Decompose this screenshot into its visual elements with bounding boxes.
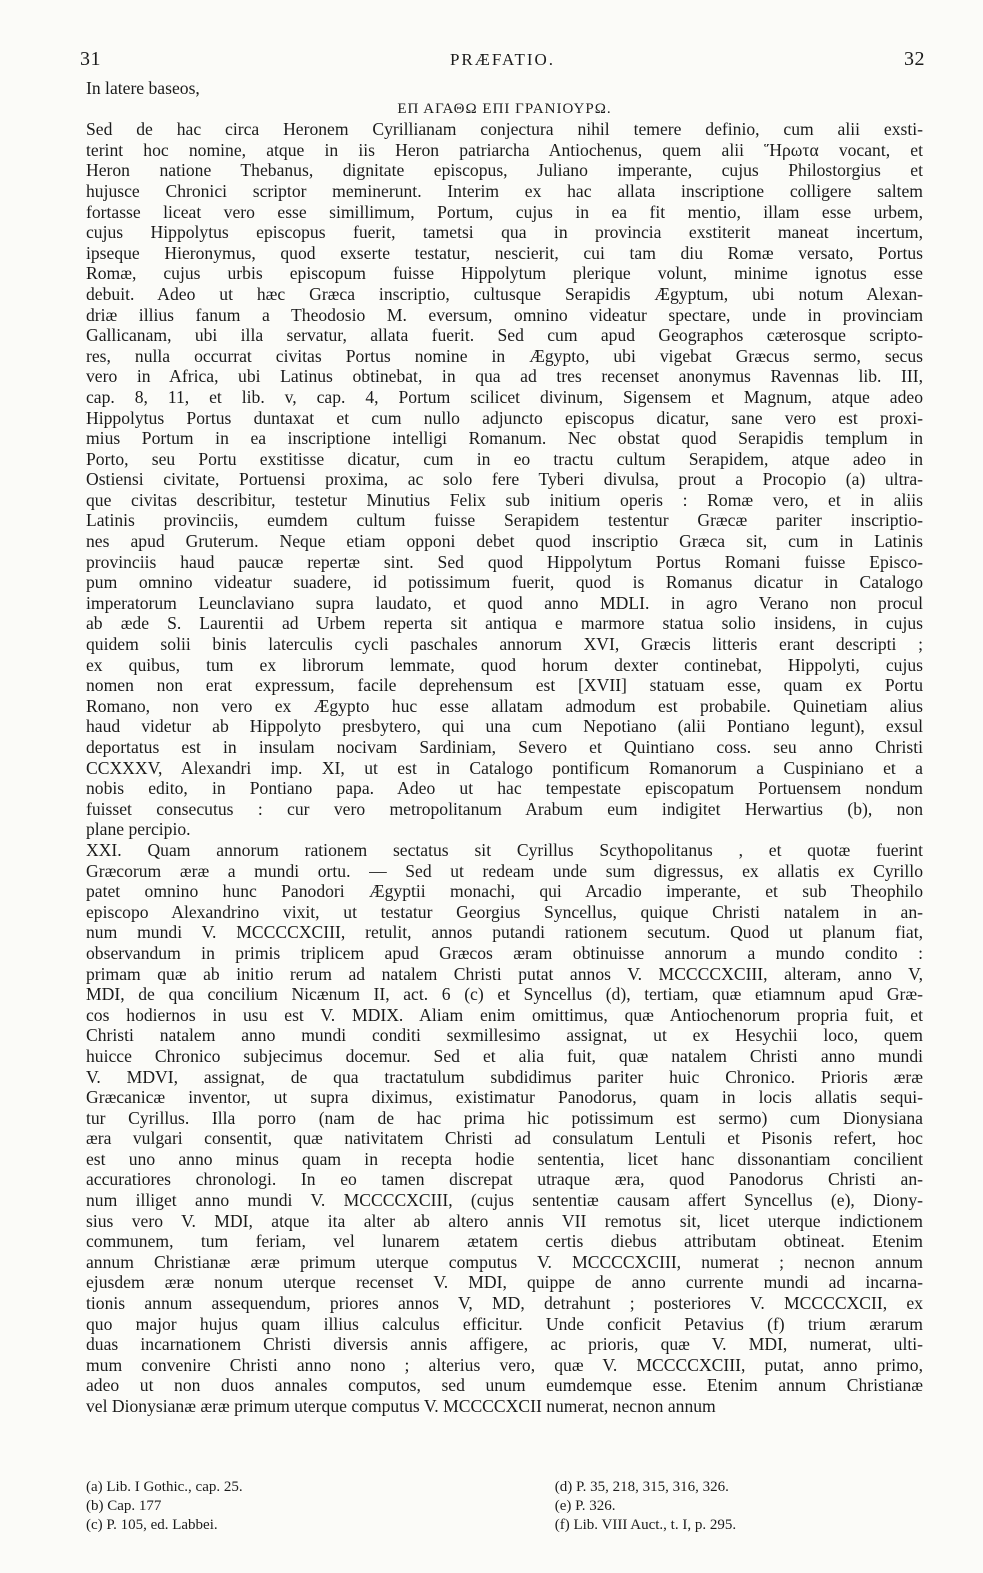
text-line: ex quibus, tum ex librorum lemmate, quod horum dexter continebat, Hippolyti, cujus xyxy=(86,654,923,675)
text-line: Græcanicæ inventor, ut supra diximus, existimatur Panodorus, quam in locis allatis sequi- xyxy=(86,1087,923,1108)
text-line: duas incarnationem Christi diversis annis affigere, ac prioris, quæ V. MDI, numerat, ulti- xyxy=(86,1334,923,1355)
text-line: Sed de hac circa Heronem Cyrillianam conjectura nihil temere definio, cum alii exsti- xyxy=(86,119,923,140)
footnotes-left-column xyxy=(86,1478,471,1535)
text-line: Romæ, cujus urbis episcopum fuisse Hippolytum plerique volunt, minime ignotus esse xyxy=(86,263,923,284)
text-line: ejusdem æræ nonum uterque recenset V. MDI, quippe de anno currente mundi ad incarna- xyxy=(86,1272,923,1293)
page-number-left: 31 xyxy=(80,48,101,70)
running-head xyxy=(80,48,925,71)
footnote: (a) Lib. I Gothic., cap. 25. xyxy=(86,1479,243,1495)
footnote: (d) P. 35, 218, 315, 316, 326. xyxy=(554,1479,729,1495)
text-line: imperatorum Leunclaviano supra laudato, et quod anno MDLI. in agro Verano non procul xyxy=(86,592,923,613)
text-line: Christi natalem anno mundi conditi sexmillesimo assignat, ut ex Hesychii loco, quem xyxy=(86,1025,923,1046)
text-line: mius Portum in ea inscriptione intelligi Romanum. Nec obstat quod Serapidis templum in xyxy=(86,428,923,449)
text-line: nomen non erat expressum, facile deprehensum est [XVII] statuam esse, quam ex Portu xyxy=(86,675,923,696)
text-line: cos hodiernos in usu est V. MDIX. Aliam enim omittimus, quæ Antiochenorum propria fuit, et xyxy=(86,1004,923,1025)
footnotes-right-column xyxy=(525,1478,923,1535)
footnote: (f) Lib. VIII Auct., t. I, p. 295. xyxy=(554,1517,737,1533)
text-line: deportatus est in insulam nocivam Sardiniam, Severo et Quintiano coss. seu anno Christi xyxy=(86,737,923,757)
text-line: primam quæ ab initio rerum ad natalem Christi putat annos V. MCCCCXCIII, alteram, anno V, xyxy=(86,963,923,984)
text-line: V. MDVI, assignat, de qua tractatulum subdidimus pariter huic Chronico. Prioris æræ xyxy=(86,1066,923,1087)
footnote: (e) P. 326. xyxy=(554,1498,616,1514)
text-line: Græcorum æræ a mundi ortu. — Sed ut redeam unde sum digressus, ex allatis ex Cyrillo xyxy=(86,860,923,881)
text-line: quidem solii binis laterculis cycli paschales annorum XVI, Græcis litteris erant descripti ; xyxy=(86,634,923,655)
text-line: res, nulla occurrat civitas Portus nomine in Ægypto, ubi vigebat Græcus sermo, secus xyxy=(86,345,923,366)
text-line: mum convenire Christi anno nono ; alterius vero, quæ V. MCCCCXCIII, putat, anno primo, xyxy=(86,1354,923,1375)
text-line: cujus Hippolytus episcopus fuerit, tametsi qua in provincia exstiterit maneat incertum, xyxy=(86,222,923,243)
text-line: Heron natione Thebanus, dignitate episcopus, Juliano imperante, cujus Philostorgius et xyxy=(86,160,923,181)
text-line: est uno anno minus quam in recepta hodie sententia, licet hanc dissonantiam concilient xyxy=(86,1148,923,1169)
text-line: Hippolytus Portus duntaxat et cum nullo adjuncto episcopus dicatur, sane vero est proxi- xyxy=(86,407,923,428)
text-line: Ostiensi civitate, Portuensi proxima, ac solo fere Tyberi divulsa, prout a Procopio (a) ultra- xyxy=(86,469,923,490)
text-line: nobis edito, in Pontiano papa. Adeo ut hac tempestate episcopatum Portuensem nondum xyxy=(86,778,923,799)
text-line: MDI, de qua concilium Nicænum II, act. 6 (c) et Syncellus (d), tertiam, quæ etiamnum apud Græ- xyxy=(86,984,923,1005)
text-line: nes apud Gruterum. Neque etiam opponi debet quod inscriptio Græca sit, cum in Latinis xyxy=(86,531,923,552)
text-line: tur Cyrillus. Illa porro (nam de hac prima hic potissimum est sermo) cum Dionysiana xyxy=(86,1107,923,1128)
text-line: vero in Africa, ubi Latinus obtinebat, in qua ad tres recenset anonymus Ravennas lib. III, xyxy=(86,366,923,387)
text-line: terint hoc nomine, atque in iis Heron patriarcha Antiochenus, quem alii Ἥρωτα vocant, et xyxy=(86,139,923,160)
text-line: Romano, non vero ex Ægypto huc esse allatam admodum est probabile. Quinetiam alius xyxy=(86,695,923,716)
text-line: debuit. Adeo ut hæc Græca inscriptio, cultusque Serapidis Ægyptum, ubi notum Alexan- xyxy=(86,283,923,304)
text-line: quo major hujus quam illius calculus efficitur. Unde conficit Petavius (f) trium ærarum xyxy=(86,1313,923,1334)
text-line: episcopo Alexandrino vixit, ut testatur Georgius Syncellus, quique Christi natalem in an- xyxy=(86,901,923,922)
text-line: XXI. Quam annorum rationem sectatus sit Cyrillus Scythopolitanus , et quotæ fuerint xyxy=(86,839,923,860)
text-line: ipseque Hieronymus, quod exserte testatur, nescierit, cui tam diu Romæ versato, Portus xyxy=(86,242,923,263)
text-line: fortasse liceat vero esse simillimum, Portum, cujus in ea fit mentio, illam esse urbem, xyxy=(86,201,923,222)
text-line: tionis annum assequendum, priores annos V, MD, detrahunt ; posteriores V. MCCCCXCII, ex xyxy=(86,1293,923,1314)
text-line: communem, tum feriam, vel lunarem ætatem certis diebus attributam obtineat. Etenim xyxy=(86,1231,923,1252)
text-line: accuratiores chronologi. In eo tamen discrepat utraque æra, quod Panodorus Christi an- xyxy=(86,1169,923,1190)
page-number-right: 32 xyxy=(903,48,925,70)
text-line: num illiget anno mundi V. MCCCCXCIII, (cujus sententiæ causam affert Syncellus (e), Diony- xyxy=(86,1190,923,1211)
running-title: PRÆFATIO. xyxy=(449,50,556,69)
text-line: æra vulgari consentit, quæ nativitatem Christi ad consulatum Lentuli et Pisonis refert, hoc xyxy=(86,1128,923,1149)
text-line: vel Dionysianæ æræ primum uterque computus V. MCCCCXCII numerat, necnon annum xyxy=(86,1396,716,1416)
text-line: haud videtur ab Hippolyto presbytero, qui una cum Nepotiano (alii Pontiano legunt), exsul xyxy=(86,716,923,737)
text-line: Latinis provinciis, eumdem cultum fuisse Serapidem testentur Græcæ pariter inscriptio- xyxy=(86,510,923,531)
text-line: provinciis haud paucæ repertæ sint. Sed quod Hippolytum Portus Romani fuisse Episco- xyxy=(86,551,923,572)
text-line: CCXXXV, Alexandri imp. XI, ut est in Catalogo pontificum Romanorum a Cuspiniano et a xyxy=(86,757,923,778)
text-line: que civitas describitur, testetur Minutius Felix sub initium operis : Romæ vero, et in aliis xyxy=(86,489,923,510)
text-line: annum Christianæ æræ primum uterque computus V. MCCCCXCIII, numerat ; necnon annum xyxy=(86,1251,923,1272)
footnote: (b) Cap. 177 xyxy=(86,1498,162,1514)
text-line: driæ illius fanum a Theodosio M. eversum, omnino videatur spectare, unde in provinciam xyxy=(86,304,923,325)
text-line: observandum in primis triplicem apud Græcos æram obtinuisse annorum a mundo condito : xyxy=(86,942,923,963)
text-line: Porto, seu Portu exstitisse dicatur, cum in eo tractu cultum Serapidem, atque adeo in xyxy=(86,448,923,469)
text-line: huicce Chronico subjecimus docemur. Sed et alia fuit, quæ natalem Christi anno mundi xyxy=(86,1045,923,1066)
text-line: hujusce Chronici scriptor meminerunt. Interim ex hac allata inscriptione colligere saltem xyxy=(86,180,923,201)
text-line: fuisset consecutus : cur vero metropolitanum Arabum eum indigitet Herwartius (b), non xyxy=(86,798,923,819)
text-line: pum omnino videatur suadere, id potissimum fuerit, quod is Romanus dicatur in Catalogo xyxy=(86,572,923,593)
text-line: adeo ut non duos annales computos, sed unum eumdemque esse. Etenim annum Christianæ xyxy=(86,1375,923,1396)
footnote: (c) P. 105, ed. Labbei. xyxy=(86,1517,218,1533)
text-line: ab æde S. Laurentii ad Urbem reperta sit antiqua e marmore statua solio insidens, in cujus xyxy=(86,613,923,634)
text-line: sius vero V. MDI, atque ita alter ab altero annis VII remotus sit, licet uterque indictionem xyxy=(86,1210,923,1231)
text-line: Gallicanam, ubi illa servatur, allata fuerit. Sed cum apud Geographos cæterosque scripto- xyxy=(86,325,923,346)
text-line: num mundi V. MCCCCXCIII, retulit, annos putandi rationem secutum. Quod ut planum fiat, xyxy=(86,922,923,943)
text-line: cap. 8, 11, et lib. v, cap. 4, Portum scilicet divinum, Sigensem et Magnum, atque adeo xyxy=(86,386,923,407)
body-text xyxy=(86,78,923,1417)
text-line: plane percipio. xyxy=(86,819,191,840)
inscription-line: ΕΠ ΑΓΑΘΩ ΕΠΙ ΓΡΑΝΙΟΥΡΩ. xyxy=(397,100,612,117)
text-line: In latere baseos, xyxy=(86,78,200,98)
footnotes xyxy=(86,1478,923,1535)
text-line: patet omnino hunc Panodori Ægyptii monachi, qui Arcadio imperante, et sub Theophilo xyxy=(86,881,923,902)
